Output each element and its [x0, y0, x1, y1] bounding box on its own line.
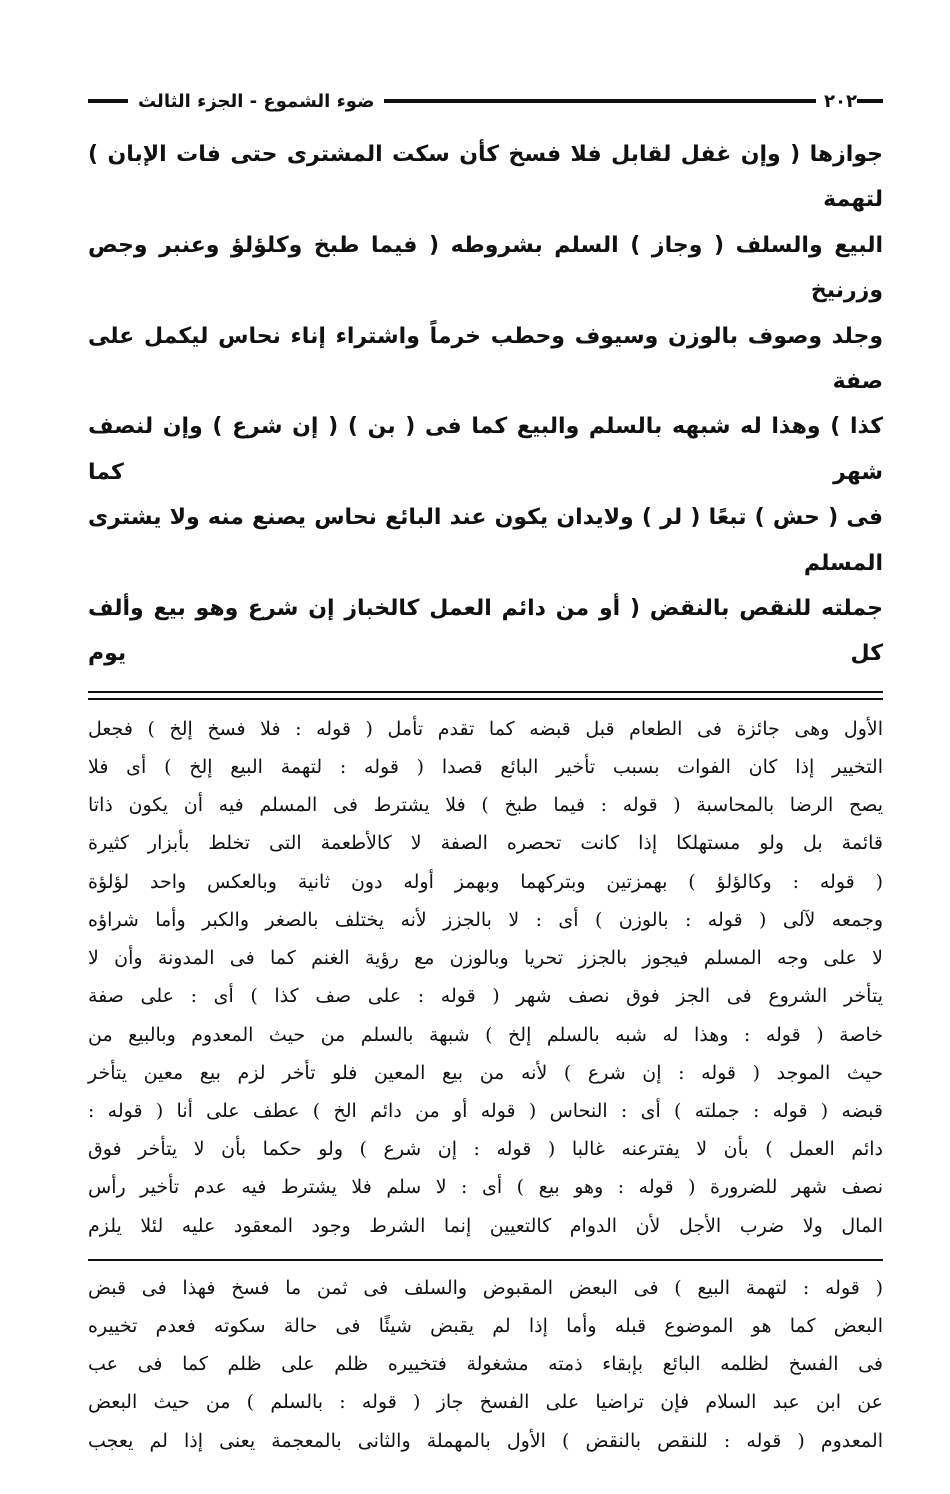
- footnote-text: [88, 1269, 883, 1460]
- commentary-line: قبضه ( قوله : جملته ) أى : النحاس ( قوله أو من دائم الخ ) عطف على أنا ( قوله :: [88, 1099, 883, 1122]
- footnote-line: ( قوله : لتهمة البيع ) فى البعض المقبوض والسلف فى ثمن ما فسخ فهذا فى قبض: [88, 1276, 883, 1299]
- footnote-line: عن ابن عبد السلام فإن تراضيا على الفسخ جاز ( قوله : بالسلم ) من حيث البعض: [88, 1391, 883, 1414]
- commentary-line: دائم العمل ) بأن لا يفترعنه غالبا ( قوله : إن شرع ) ولو حكما بأن لا يتأخر فوق: [88, 1138, 883, 1161]
- commentary-line: قائمة بل ولو مستهلكا إذا كانت تحصره الصفة لا كالأطعمة التى تخلط بأبزار كثيرة: [88, 832, 883, 855]
- page-header: [88, 84, 883, 118]
- commentary-line: التخيير إذا كان الفوات بسبب تأخير البائع قصدا ( قوله : لتهمة البيع إلخ ) أى فلا: [88, 756, 883, 779]
- main-line: فى ( حش ) تبعًا ( لر ) ولايدان يكون عند البائع نحاس يصنع منه ولا يشترى المسلم: [88, 505, 883, 576]
- main-line: جوازها ( وإن غفل لقابل فلا فسخ كأن سكت المشترى حتى فات الإبان ) لتهمة: [88, 142, 883, 213]
- commentary-line: ( قوله : وكالؤلؤ ) بهمزتين وبتركهما وبهمز أوله دون ثانية وبالعكس واحد لؤلؤة: [88, 870, 883, 893]
- commentary-line: وجمعه لآلى ( قوله : بالوزن ) أى : لا بالجزز لأنه يختلف بالصغر والكبر وأما شراؤه: [88, 908, 883, 931]
- footnote-line: البعض كما هو الموضوع قبله وأما إذا لم يقبض شيئًا فى حالة سكوته فعدم تخييره: [88, 1314, 883, 1337]
- header-rule-left: [88, 99, 128, 103]
- commentary-line: المال ولا ضرب الأجل لأن الدوام كالتعيين إنما الشرط وجود المعقود عليه لئلا يلزم: [88, 1214, 883, 1237]
- main-line: جملته للنقص بالنقض ( أو من دائم العمل كالخباز إن شرع وهو بيع وألف كل يوم: [88, 596, 883, 667]
- main-line: وجلد وصوف بالوزن وسيوف وحطب خرماً واشتراء إناء نحاس ليكمل على صفة: [88, 323, 883, 395]
- footnote-line: المعدوم ( قوله : للنقص بالنقض ) الأول بالمهملة والثانى بالمعجمة يعنى إذا لم يعجب: [88, 1429, 883, 1452]
- commentary-line: لا على وجه المسلم فيجوز بالجزز تحريا وبالوزن مع رؤية الغنم كما فى المدونة وأن لا: [88, 947, 883, 970]
- footnote-divider: [88, 1259, 883, 1261]
- commentary-line: خاصة ( قوله : وهذا له شبه بالسلم إلخ ) شبهة بالسلم من حيث المعدوم وبالبيع من: [88, 1023, 883, 1046]
- commentary-line: الأول وهى جائزة فى الطعام قبل قبضه كما تقدم تأمل ( قوله : فلا فسخ إلخ ) فجعل: [88, 717, 883, 740]
- footnote-line: فى الفسخ لظلمه البائع بإبقاء ذمته مشغولة فتخييره ظلم على ظلم كما فى عب: [88, 1353, 883, 1376]
- commentary-line: حيث الموجد ( قوله : إن شرع ) لأنه من بيع المعين فلو تأخر لزم بيع معين يتأخر: [88, 1061, 883, 1084]
- header-rule-middle: [384, 99, 816, 103]
- page-number: ٢٠٢: [824, 90, 857, 112]
- commentary-line: نصف شهر للضرورة ( قوله : وهو بيع ) أى : لا سلم فلا يشترط فيه عدم تأخير رأس: [88, 1176, 883, 1199]
- main-line: البيع والسلف ( وجاز ) السلم بشروطه ( فيما طبخ وكلؤلؤ وعنبر وجص وزرنيخ: [88, 232, 883, 304]
- main-line: كذا ) وهذا له شبهه بالسلم والبيع كما فى ( بن ) ( إن شرع ) وإن لنصف شهر كما: [88, 414, 883, 485]
- commentary-text: [88, 710, 883, 1245]
- running-title: ضوء الشموع - الجزء الثالث: [138, 90, 375, 112]
- commentary-line: يصح الرضا بالمحاسبة ( قوله : فيما طبخ ) فلا يشترط فى المسلم فيه أن يكون ذاتا: [88, 794, 883, 817]
- commentary-line: يتأخر الشروع فى الجز فوق نصف شهر ( قوله : على صف كذا ) أى : على صفة: [88, 985, 883, 1008]
- double-divider: [88, 691, 883, 700]
- header-rule-right: [857, 99, 883, 103]
- main-text: [88, 132, 883, 677]
- book-page: [88, 84, 883, 1452]
